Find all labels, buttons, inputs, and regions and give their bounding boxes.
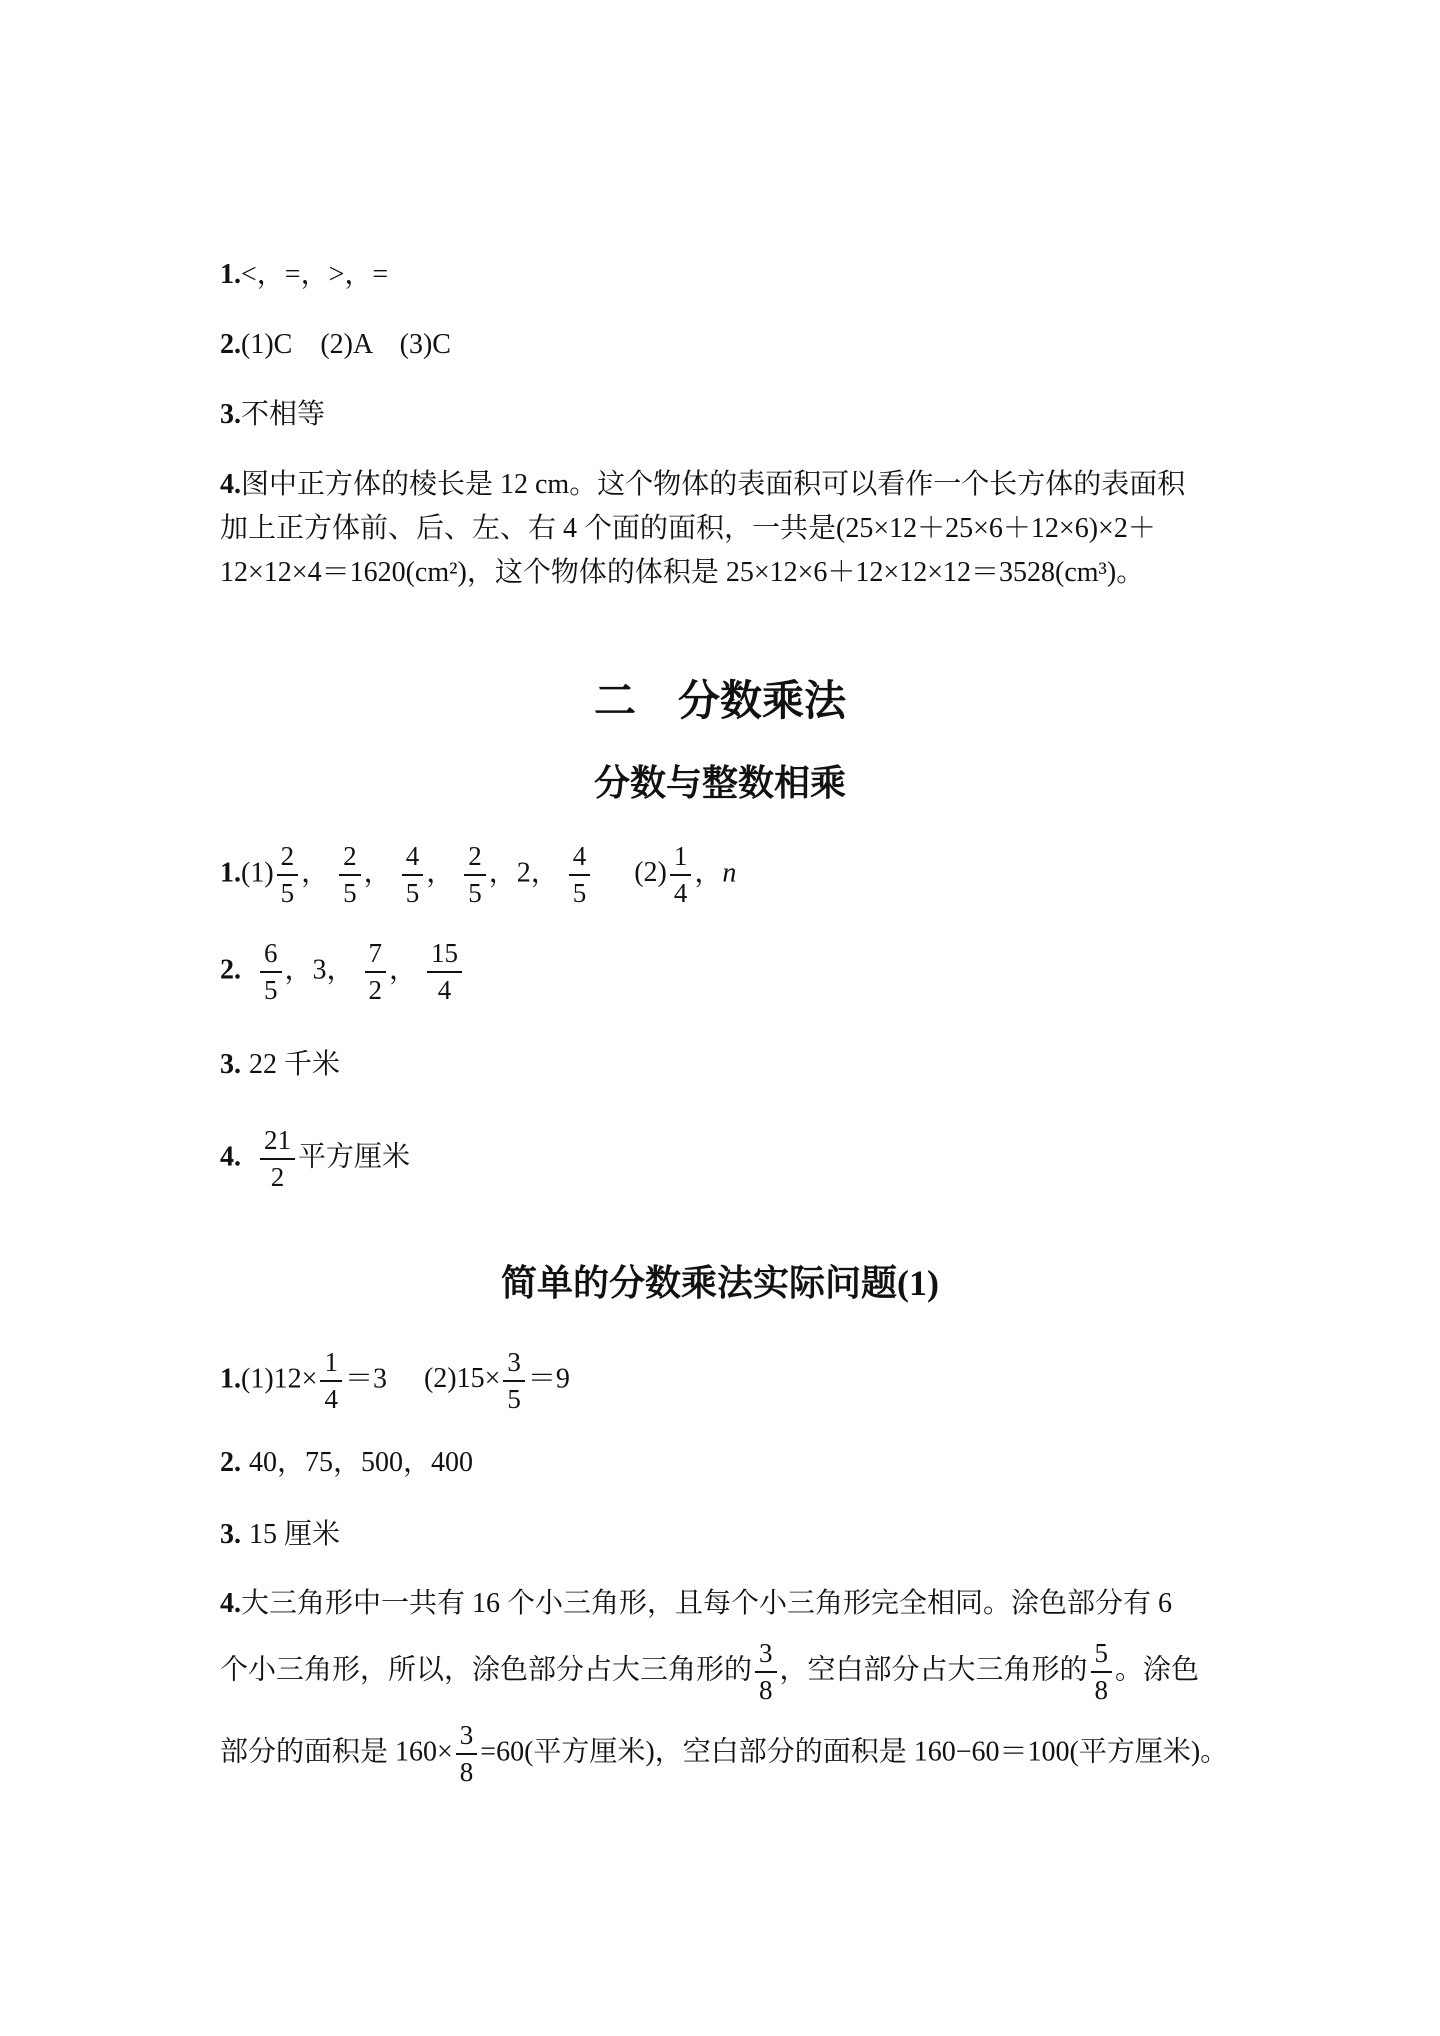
section-title: 简单的分数乘法实际问题(1)	[501, 1263, 939, 1303]
question-number: 4.	[220, 1588, 241, 1619]
whole-number: 3	[312, 954, 327, 986]
fraction: $\frac{2}{5}$	[277, 843, 299, 907]
fraction: $\frac{1}{4}$	[320, 1349, 342, 1413]
expression-part: ＝9	[527, 1363, 570, 1395]
variable-n: n	[722, 857, 737, 889]
fraction: $\frac{2}{5}$	[464, 843, 486, 907]
answer-line-3: 部分的面积是 160× $\frac{3}{8}$ =60(平方厘米)，空白部分的面积是 160−60＝100(平方厘米)。	[220, 1720, 1229, 1787]
answer-s1-q2: 2. $\frac{6}{5}$ ，3， $\frac{7}{2}$ ， $\frac{15}{4}$	[220, 940, 465, 1004]
answer-s1-q3	[220, 1043, 340, 1087]
answer-text: 40，75，500，400	[249, 1447, 474, 1478]
question-number: 3.	[220, 1519, 241, 1550]
fraction: $\frac{15}{4}$	[427, 940, 462, 1004]
unit-text: 平方厘米	[298, 1141, 411, 1173]
fraction: $\frac{21}{2}$	[260, 1127, 295, 1191]
question-number: 2.	[220, 954, 241, 986]
part-label: (2)	[634, 857, 667, 889]
answer-s2-q4	[220, 1582, 1240, 1786]
question-number: 1.	[220, 857, 241, 889]
fraction: $\frac{3}{8}$	[456, 1722, 478, 1786]
expression-part: ＝3	[344, 1363, 387, 1395]
expression-part: (1)12×	[241, 1363, 318, 1395]
answer-line-3: 12×12×4＝1620(cm²)，这个物体的体积是 25×12×6＋12×12×12＝3528(cm³)。	[220, 557, 1145, 588]
answer-text: 不相等	[241, 399, 326, 430]
fraction: $\frac{4}{5}$	[569, 843, 591, 907]
answer-p1-q3	[220, 393, 325, 437]
answer-text: (1)C (2)A (3)C	[241, 329, 451, 360]
expression-part: (2)15×	[423, 1363, 501, 1395]
answer-s2-q1	[220, 1349, 570, 1413]
question-number: 2.	[220, 329, 241, 360]
fraction: $\frac{3}{5}$	[503, 1349, 525, 1413]
fraction: $\frac{2}{5}$	[339, 843, 361, 907]
answer-s2-q3	[220, 1513, 340, 1557]
fraction: $\frac{3}{8}$	[755, 1640, 777, 1704]
answer-s1-q1: 1.(1) $\frac{2}{5}$ ， $\frac{2}{5}$ ， $\frac{4}{5}$ ， $\frac{2}{5}$ ，2， $\frac{4}{5}$ (2) $\frac{1}{4}$ ，n	[220, 841, 737, 908]
question-number: 3.	[220, 1049, 241, 1080]
fraction: $\frac{1}{4}$	[670, 843, 692, 907]
answer-line-1: 大三角形中一共有 16 个小三角形，且每个小三角形完全相同。涂色部分有 6	[241, 1588, 1173, 1619]
question-number: 1.	[220, 259, 241, 290]
question-number: 4.	[220, 469, 241, 500]
chapter-title: 二 分数乘法	[593, 679, 846, 725]
answer-line-2: 个小三角形，所以，涂色部分占大三角形的 $\frac{3}{8}$ ，空白部分占大三角形的 $\frac{5}{8}$ 。涂色	[220, 1638, 1200, 1705]
fraction: $\frac{6}{5}$	[260, 940, 282, 1004]
section-title: 分数与整数相乘	[593, 763, 846, 803]
fraction: $\frac{7}{2}$	[365, 940, 387, 1004]
whole-number: 2	[516, 857, 531, 889]
answer-p1-q1	[220, 253, 388, 297]
answer-s2-q2	[220, 1441, 473, 1485]
question-number: 2.	[220, 1447, 241, 1478]
answer-text: <，=，>，=	[241, 259, 389, 290]
answer-line-2: 加上正方体前、后、左、右 4 个面的面积，一共是(25×12＋25×6＋12×6)×2＋	[220, 513, 1156, 544]
answer-line-1: 图中正方体的棱长是 12 cm。这个物体的表面积可以看作一个长方体的表面积	[241, 469, 1186, 500]
answer-p1-q4	[220, 463, 1240, 595]
part-label: (1)	[241, 857, 274, 889]
question-number: 4.	[220, 1141, 241, 1173]
answer-text: 15 厘米	[249, 1519, 341, 1550]
answer-s1-q4	[220, 1127, 410, 1191]
fraction: $\frac{4}{5}$	[402, 843, 424, 907]
question-number: 3.	[220, 399, 241, 430]
fraction: $\frac{5}{8}$	[1091, 1640, 1113, 1704]
answer-p1-q2	[220, 323, 451, 367]
answer-text: 22 千米	[249, 1049, 341, 1080]
question-number: 1.	[220, 1363, 241, 1395]
